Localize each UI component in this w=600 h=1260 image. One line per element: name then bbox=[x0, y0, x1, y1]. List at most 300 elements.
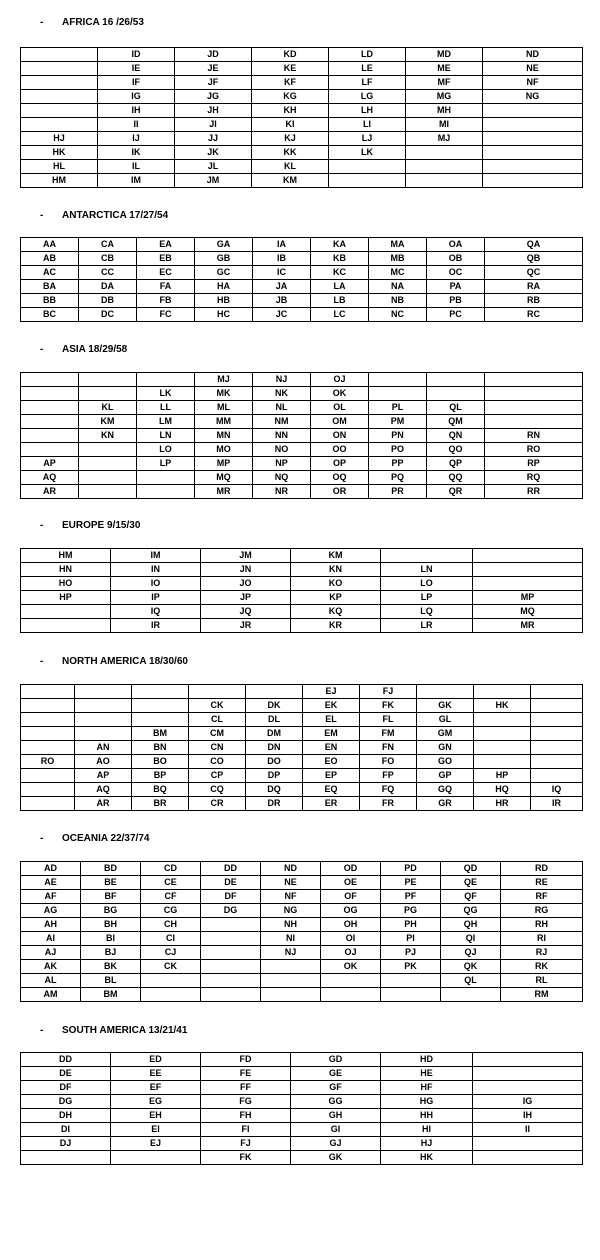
table-cell: QM bbox=[427, 415, 485, 429]
table-row bbox=[21, 373, 583, 387]
table-cell: HA bbox=[195, 280, 253, 294]
table-cell: HH bbox=[381, 1109, 473, 1123]
table-cell: EA bbox=[137, 238, 195, 252]
table-cell bbox=[137, 471, 195, 485]
table-cell: GO bbox=[417, 755, 474, 769]
table-cell: IE bbox=[98, 62, 175, 76]
table-row bbox=[21, 104, 583, 118]
table-row bbox=[21, 1067, 583, 1081]
table-cell: HK bbox=[21, 146, 98, 160]
table-cell bbox=[132, 699, 189, 713]
grid-table bbox=[20, 684, 583, 811]
table-cell: FJ bbox=[201, 1137, 291, 1151]
table-cell: JA bbox=[253, 280, 311, 294]
table-row bbox=[21, 549, 583, 563]
table-cell: EE bbox=[111, 1067, 201, 1081]
table-cell: QJ bbox=[441, 946, 501, 960]
table-cell: GB bbox=[195, 252, 253, 266]
table-cell bbox=[79, 457, 137, 471]
table-row bbox=[21, 890, 583, 904]
table-cell: PN bbox=[369, 429, 427, 443]
table-cell bbox=[79, 485, 137, 499]
table-cell: QG bbox=[441, 904, 501, 918]
table-cell: IR bbox=[111, 619, 201, 633]
table-cell: JG bbox=[175, 90, 252, 104]
table-cell: AN bbox=[75, 741, 132, 755]
table-row bbox=[21, 783, 583, 797]
table-cell: QE bbox=[441, 876, 501, 890]
table-cell bbox=[189, 685, 246, 699]
table-cell bbox=[137, 485, 195, 499]
table-cell: JI bbox=[175, 118, 252, 132]
table-cell: CM bbox=[189, 727, 246, 741]
table-cell bbox=[474, 713, 531, 727]
table-cell bbox=[531, 741, 583, 755]
table-cell: AI bbox=[21, 932, 81, 946]
table-cell: PP bbox=[369, 457, 427, 471]
table-cell bbox=[261, 974, 321, 988]
table-cell: RO bbox=[485, 443, 583, 457]
table-row bbox=[21, 1053, 583, 1067]
table-row bbox=[21, 699, 583, 713]
section-heading bbox=[40, 17, 144, 28]
table-cell: MQ bbox=[473, 605, 583, 619]
table-cell: PR bbox=[369, 485, 427, 499]
table-row bbox=[21, 415, 583, 429]
table-cell: LM bbox=[137, 415, 195, 429]
table-cell: BJ bbox=[81, 946, 141, 960]
table-cell: QB bbox=[485, 252, 583, 266]
table-cell: QK bbox=[441, 960, 501, 974]
table-cell: DH bbox=[21, 1109, 111, 1123]
table-cell: RI bbox=[501, 932, 583, 946]
table-cell: HJ bbox=[381, 1137, 473, 1151]
bullet-dash: - bbox=[40, 833, 44, 844]
section-title: SOUTH AMERICA 13/21/41 bbox=[62, 1025, 188, 1036]
table-row bbox=[21, 1109, 583, 1123]
table-cell: II bbox=[98, 118, 175, 132]
table-cell: OI bbox=[321, 932, 381, 946]
table-cell bbox=[21, 387, 79, 401]
table-cell: HN bbox=[21, 563, 111, 577]
table-cell: IM bbox=[98, 174, 175, 188]
table-cell bbox=[75, 699, 132, 713]
table-cell: QR bbox=[427, 485, 485, 499]
table-cell: EB bbox=[137, 252, 195, 266]
table-row bbox=[21, 90, 583, 104]
table-cell: EC bbox=[137, 266, 195, 280]
table-cell: EP bbox=[303, 769, 360, 783]
table-cell: FD bbox=[201, 1053, 291, 1067]
section-title: ASIA 18/29/58 bbox=[62, 344, 128, 355]
section-heading bbox=[40, 344, 127, 355]
table-cell: HJ bbox=[21, 132, 98, 146]
table-cell: BM bbox=[132, 727, 189, 741]
table-cell: OA bbox=[427, 238, 485, 252]
table-cell: AM bbox=[21, 988, 81, 1002]
table-cell: OL bbox=[311, 401, 369, 415]
table-cell: FA bbox=[137, 280, 195, 294]
table-cell: DO bbox=[246, 755, 303, 769]
table-row bbox=[21, 471, 583, 485]
table-cell bbox=[381, 549, 473, 563]
table-cell: NG bbox=[261, 904, 321, 918]
table-row bbox=[21, 862, 583, 876]
table-cell: LH bbox=[329, 104, 406, 118]
table-cell: BO bbox=[132, 755, 189, 769]
table-cell: ML bbox=[195, 401, 253, 415]
table-cell: NA bbox=[369, 280, 427, 294]
table-cell: HP bbox=[474, 769, 531, 783]
table-cell bbox=[473, 549, 583, 563]
table-cell: HF bbox=[381, 1081, 473, 1095]
table-cell: GF bbox=[291, 1081, 381, 1095]
table-cell: RF bbox=[501, 890, 583, 904]
table-cell: LG bbox=[329, 90, 406, 104]
table-cell: MM bbox=[195, 415, 253, 429]
table-cell: CI bbox=[141, 932, 201, 946]
table-cell: KM bbox=[79, 415, 137, 429]
table-row bbox=[21, 577, 583, 591]
table-cell: LK bbox=[137, 387, 195, 401]
table-cell: OR bbox=[311, 485, 369, 499]
table-cell: FQ bbox=[360, 783, 417, 797]
table-cell: JM bbox=[201, 549, 291, 563]
table-cell bbox=[369, 387, 427, 401]
table-cell: DR bbox=[246, 797, 303, 811]
table-cell: DN bbox=[246, 741, 303, 755]
table-row bbox=[21, 132, 583, 146]
table-cell bbox=[531, 755, 583, 769]
table-cell: HG bbox=[381, 1095, 473, 1109]
section-heading bbox=[40, 520, 140, 531]
table-cell: CO bbox=[189, 755, 246, 769]
table-cell: CL bbox=[189, 713, 246, 727]
table-cell: HD bbox=[381, 1053, 473, 1067]
table-row bbox=[21, 1151, 583, 1165]
table-cell bbox=[21, 373, 79, 387]
table-cell bbox=[485, 401, 583, 415]
table-row bbox=[21, 485, 583, 499]
table-cell bbox=[21, 76, 98, 90]
table-cell: OK bbox=[311, 387, 369, 401]
table-cell: AO bbox=[75, 755, 132, 769]
table-cell: CN bbox=[189, 741, 246, 755]
table-cell: HM bbox=[21, 549, 111, 563]
table-cell: BI bbox=[81, 932, 141, 946]
table-cell: HL bbox=[21, 160, 98, 174]
table-cell: AA bbox=[21, 238, 79, 252]
table-cell: FF bbox=[201, 1081, 291, 1095]
table-cell: FK bbox=[201, 1151, 291, 1165]
table-cell bbox=[21, 104, 98, 118]
table-cell: JJ bbox=[175, 132, 252, 146]
table-cell: EN bbox=[303, 741, 360, 755]
table-cell: OG bbox=[321, 904, 381, 918]
table-cell: AD bbox=[21, 862, 81, 876]
table-cell: CR bbox=[189, 797, 246, 811]
table-cell: NN bbox=[253, 429, 311, 443]
table-cell bbox=[261, 960, 321, 974]
table-row bbox=[21, 960, 583, 974]
table-cell: NL bbox=[253, 401, 311, 415]
table-cell: GD bbox=[291, 1053, 381, 1067]
table-cell: IH bbox=[473, 1109, 583, 1123]
table-cell: PH bbox=[381, 918, 441, 932]
table-cell bbox=[132, 713, 189, 727]
table-cell: CB bbox=[79, 252, 137, 266]
table-cell bbox=[474, 741, 531, 755]
table-cell bbox=[21, 685, 75, 699]
table-cell bbox=[137, 373, 195, 387]
table-cell: ME bbox=[406, 62, 483, 76]
table-cell: KG bbox=[252, 90, 329, 104]
table-cell bbox=[141, 988, 201, 1002]
table-cell: NH bbox=[261, 918, 321, 932]
table-cell: OM bbox=[311, 415, 369, 429]
table-cell: GM bbox=[417, 727, 474, 741]
table-cell: PD bbox=[381, 862, 441, 876]
table-cell bbox=[21, 90, 98, 104]
table-cell: LN bbox=[137, 429, 195, 443]
table-cell: FJ bbox=[360, 685, 417, 699]
table-cell: LB bbox=[311, 294, 369, 308]
table-cell bbox=[21, 797, 75, 811]
bullet-dash: - bbox=[40, 344, 44, 355]
table-cell: MD bbox=[406, 48, 483, 62]
table-cell: RQ bbox=[485, 471, 583, 485]
table-cell bbox=[21, 769, 75, 783]
table-cell bbox=[473, 1053, 583, 1067]
table-cell: GJ bbox=[291, 1137, 381, 1151]
table-cell: GG bbox=[291, 1095, 381, 1109]
table-row bbox=[21, 755, 583, 769]
table-cell: AR bbox=[75, 797, 132, 811]
table-cell: RM bbox=[501, 988, 583, 1002]
table-cell: KO bbox=[291, 577, 381, 591]
table-cell: IM bbox=[111, 549, 201, 563]
table-cell: RO bbox=[21, 755, 75, 769]
table-cell: NQ bbox=[253, 471, 311, 485]
table-cell: CC bbox=[79, 266, 137, 280]
table-cell bbox=[21, 62, 98, 76]
table-cell: QL bbox=[441, 974, 501, 988]
table-cell bbox=[473, 563, 583, 577]
table-cell bbox=[21, 1151, 111, 1165]
table-cell: CH bbox=[141, 918, 201, 932]
table-cell: EI bbox=[111, 1123, 201, 1137]
table-cell bbox=[427, 373, 485, 387]
table-cell: QH bbox=[441, 918, 501, 932]
table-cell: EK bbox=[303, 699, 360, 713]
table-row bbox=[21, 443, 583, 457]
table-cell: IH bbox=[98, 104, 175, 118]
table-cell: BF bbox=[81, 890, 141, 904]
table-cell: FB bbox=[137, 294, 195, 308]
table-cell: LC bbox=[311, 308, 369, 322]
table-cell: DP bbox=[246, 769, 303, 783]
table-cell: DB bbox=[79, 294, 137, 308]
table-cell bbox=[485, 387, 583, 401]
table-cell: LL bbox=[137, 401, 195, 415]
table-cell: FC bbox=[137, 308, 195, 322]
table-cell: DF bbox=[21, 1081, 111, 1095]
table-cell bbox=[201, 974, 261, 988]
table-cell: DM bbox=[246, 727, 303, 741]
table-cell bbox=[21, 48, 98, 62]
table-cell: PB bbox=[427, 294, 485, 308]
table-cell: NB bbox=[369, 294, 427, 308]
table-cell: BA bbox=[21, 280, 79, 294]
table-cell: AP bbox=[75, 769, 132, 783]
table-row bbox=[21, 797, 583, 811]
table-cell: DQ bbox=[246, 783, 303, 797]
section-heading bbox=[40, 210, 168, 221]
table-cell: RJ bbox=[501, 946, 583, 960]
table-cell: RN bbox=[485, 429, 583, 443]
table-cell: AF bbox=[21, 890, 81, 904]
table-cell bbox=[132, 685, 189, 699]
section-title: ANTARCTICA 17/27/54 bbox=[62, 210, 169, 221]
table-cell: KM bbox=[252, 174, 329, 188]
table-cell: AB bbox=[21, 252, 79, 266]
table-cell: FR bbox=[360, 797, 417, 811]
table-cell bbox=[531, 769, 583, 783]
table-cell bbox=[21, 783, 75, 797]
table-cell: JE bbox=[175, 62, 252, 76]
grid-table bbox=[20, 548, 583, 633]
table-cell: QA bbox=[485, 238, 583, 252]
table-cell: DJ bbox=[21, 1137, 111, 1151]
table-cell bbox=[369, 373, 427, 387]
table-cell: GL bbox=[417, 713, 474, 727]
table-cell: MJ bbox=[195, 373, 253, 387]
table-cell: QI bbox=[441, 932, 501, 946]
table-cell: AQ bbox=[75, 783, 132, 797]
table-cell: MR bbox=[473, 619, 583, 633]
table-row bbox=[21, 294, 583, 308]
table-row bbox=[21, 62, 583, 76]
table-cell bbox=[75, 713, 132, 727]
table-cell: BQ bbox=[132, 783, 189, 797]
table-cell bbox=[201, 960, 261, 974]
table-cell: FO bbox=[360, 755, 417, 769]
table-cell bbox=[21, 741, 75, 755]
bullet-dash: - bbox=[40, 17, 44, 28]
table-row bbox=[21, 918, 583, 932]
table-row bbox=[21, 1095, 583, 1109]
table-cell: JC bbox=[253, 308, 311, 322]
table-cell: DI bbox=[21, 1123, 111, 1137]
table-cell: GP bbox=[417, 769, 474, 783]
table-cell: LI bbox=[329, 118, 406, 132]
table-cell: KL bbox=[79, 401, 137, 415]
table-cell: OJ bbox=[321, 946, 381, 960]
table-cell: PL bbox=[369, 401, 427, 415]
table-cell: AR bbox=[21, 485, 79, 499]
table-cell: NO bbox=[253, 443, 311, 457]
table-cell: QF bbox=[441, 890, 501, 904]
table-cell: CD bbox=[141, 862, 201, 876]
table-cell: II bbox=[473, 1123, 583, 1137]
table-cell: FG bbox=[201, 1095, 291, 1109]
table-cell: LJ bbox=[329, 132, 406, 146]
table-cell: BR bbox=[132, 797, 189, 811]
table-cell: JB bbox=[253, 294, 311, 308]
table-cell: GR bbox=[417, 797, 474, 811]
table-cell: HQ bbox=[474, 783, 531, 797]
table-cell: IL bbox=[98, 160, 175, 174]
table-cell: JP bbox=[201, 591, 291, 605]
table-cell: PA bbox=[427, 280, 485, 294]
table-cell: EJ bbox=[303, 685, 360, 699]
table-cell: OO bbox=[311, 443, 369, 457]
table-cell: CK bbox=[141, 960, 201, 974]
table-cell bbox=[75, 685, 132, 699]
table-cell: HO bbox=[21, 577, 111, 591]
table-cell: NM bbox=[253, 415, 311, 429]
table-cell: EF bbox=[111, 1081, 201, 1095]
table-cell: RD bbox=[501, 862, 583, 876]
table-cell bbox=[483, 118, 583, 132]
table-cell: FN bbox=[360, 741, 417, 755]
table-cell: NK bbox=[253, 387, 311, 401]
table-cell: RP bbox=[485, 457, 583, 471]
section-title: NORTH AMERICA 18/30/60 bbox=[62, 656, 188, 667]
table-cell: IP bbox=[111, 591, 201, 605]
table-cell: AL bbox=[21, 974, 81, 988]
table-cell bbox=[21, 443, 79, 457]
table-cell: AG bbox=[21, 904, 81, 918]
table-cell: DF bbox=[201, 890, 261, 904]
table-cell: ON bbox=[311, 429, 369, 443]
table-cell bbox=[79, 443, 137, 457]
table-cell bbox=[21, 699, 75, 713]
table-cell: LA bbox=[311, 280, 369, 294]
table-cell bbox=[406, 174, 483, 188]
table-row bbox=[21, 685, 583, 699]
table-cell bbox=[21, 401, 79, 415]
table-cell: KB bbox=[311, 252, 369, 266]
table-cell: LO bbox=[137, 443, 195, 457]
table-cell: IB bbox=[253, 252, 311, 266]
table-row bbox=[21, 974, 583, 988]
table-cell: MI bbox=[406, 118, 483, 132]
table-cell: PC bbox=[427, 308, 485, 322]
table-cell: JM bbox=[175, 174, 252, 188]
table-cell: PQ bbox=[369, 471, 427, 485]
table-row bbox=[21, 932, 583, 946]
table-cell: QQ bbox=[427, 471, 485, 485]
table-cell: IG bbox=[98, 90, 175, 104]
table-cell: FI bbox=[201, 1123, 291, 1137]
table-cell: IO bbox=[111, 577, 201, 591]
section-title: AFRICA 16 /26/53 bbox=[62, 17, 144, 28]
table-cell bbox=[246, 685, 303, 699]
table-cell: KM bbox=[291, 549, 381, 563]
table-cell: EO bbox=[303, 755, 360, 769]
table-cell: DC bbox=[79, 308, 137, 322]
table-cell: HP bbox=[21, 591, 111, 605]
table-cell: DD bbox=[21, 1053, 111, 1067]
table-cell: ER bbox=[303, 797, 360, 811]
table-cell bbox=[329, 160, 406, 174]
table-cell bbox=[406, 146, 483, 160]
section-heading bbox=[40, 656, 188, 667]
table-cell: PF bbox=[381, 890, 441, 904]
table-cell: AJ bbox=[21, 946, 81, 960]
table-cell bbox=[141, 974, 201, 988]
